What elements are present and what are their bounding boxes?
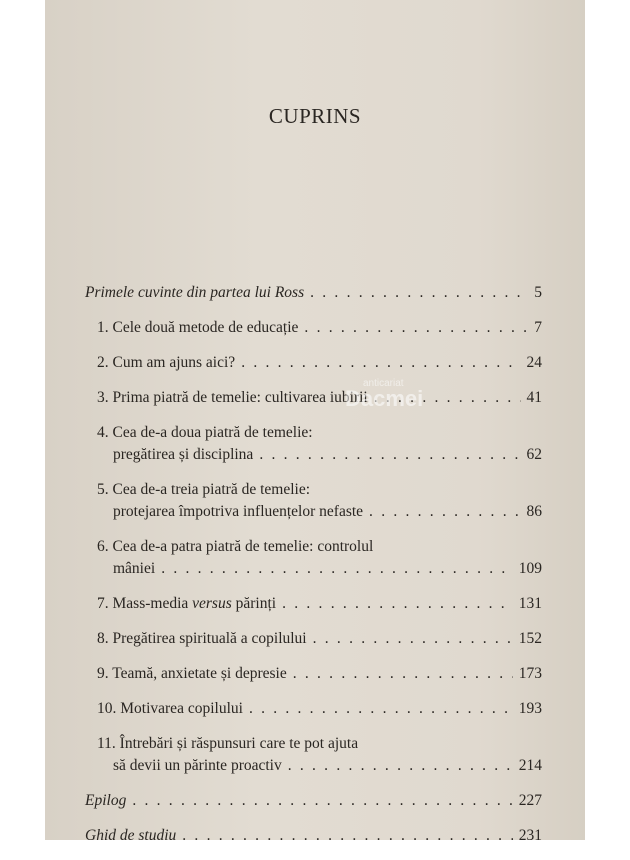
toc-page-number: 62 bbox=[526, 446, 542, 463]
dot-leader bbox=[369, 501, 520, 523]
toc-entry bbox=[85, 628, 542, 650]
toc-entry bbox=[85, 536, 542, 580]
toc-entry-title: Epilog bbox=[85, 792, 127, 809]
toc-page-number: 227 bbox=[518, 792, 542, 809]
toc-entry bbox=[85, 825, 542, 847]
toc-entry-title: să devii un părinte proactiv bbox=[113, 757, 282, 774]
toc-entry-title: protejarea împotriva influențelor nefaste bbox=[113, 503, 364, 520]
toc-page-number: 109 bbox=[518, 560, 542, 577]
toc-entry-title: 9. Teamă, anxietate și depresie bbox=[97, 665, 287, 682]
dot-leader bbox=[313, 628, 513, 650]
toc-entry bbox=[85, 387, 542, 409]
toc-page-number: 214 bbox=[518, 757, 542, 774]
toc-entry-title-line: 11. Întrebări și răspunsuri care te pot ajuta bbox=[97, 735, 359, 752]
toc-entry-title: 10. Motivarea copilului bbox=[97, 700, 243, 717]
toc-page-number: 231 bbox=[518, 827, 542, 844]
dot-leader bbox=[310, 282, 528, 304]
dot-leader bbox=[293, 663, 513, 685]
toc-page-number: 5 bbox=[534, 284, 542, 301]
toc-entry bbox=[85, 698, 542, 720]
watermark-small-text: anticariat bbox=[363, 378, 404, 389]
toc-entry-title: 1. Cele două metode de educație bbox=[97, 319, 299, 336]
toc-entry bbox=[85, 733, 542, 777]
toc-page-number: 152 bbox=[518, 630, 542, 647]
toc-entry-title: 3. Prima piatră de temelie: cultivarea iubirii bbox=[97, 389, 368, 406]
toc-page-number: 173 bbox=[518, 665, 542, 682]
toc-entry-title-part: 7. Mass-media bbox=[97, 595, 189, 612]
toc-page-number: 41 bbox=[526, 389, 542, 406]
toc-entry bbox=[85, 317, 542, 339]
table-of-contents bbox=[85, 282, 542, 860]
toc-entry bbox=[85, 790, 542, 812]
toc-entry-title-part: părinți bbox=[235, 595, 277, 612]
dot-leader bbox=[161, 558, 513, 580]
toc-entry-title-line: 4. Cea de-a doua piatră de temelie: bbox=[97, 424, 313, 441]
dot-leader bbox=[304, 317, 528, 339]
toc-entry-title bbox=[97, 593, 276, 615]
toc-page-number: 24 bbox=[526, 354, 542, 371]
toc-entry bbox=[85, 593, 542, 615]
watermark-big-text: Dacmei bbox=[345, 386, 424, 411]
toc-entry bbox=[85, 663, 542, 685]
dot-leader bbox=[241, 352, 520, 374]
watermark-logo bbox=[345, 378, 465, 414]
toc-page-number: 193 bbox=[518, 700, 542, 717]
dot-leader bbox=[282, 593, 513, 615]
toc-entry bbox=[85, 479, 542, 523]
dot-leader bbox=[132, 790, 512, 812]
book-page bbox=[45, 0, 585, 844]
toc-entry-title: 2. Cum am ajuns aici? bbox=[97, 354, 236, 371]
toc-page-number: 86 bbox=[526, 503, 542, 520]
toc-page-number: 131 bbox=[518, 595, 542, 612]
toc-entry-title-italic: versus bbox=[192, 595, 232, 612]
dot-leader bbox=[182, 825, 512, 847]
toc-entry bbox=[85, 282, 542, 304]
toc-entry bbox=[85, 422, 542, 466]
toc-entry-title: 8. Pregătirea spirituală a copilului bbox=[97, 630, 307, 647]
dot-leader bbox=[288, 755, 513, 777]
toc-entry bbox=[85, 352, 542, 374]
toc-entry-title: mâniei bbox=[113, 560, 156, 577]
toc-entry-title: Primele cuvinte din partea lui Ross bbox=[85, 284, 305, 301]
toc-page-number: 7 bbox=[534, 319, 542, 336]
dot-leader bbox=[259, 444, 520, 466]
dot-leader bbox=[249, 698, 513, 720]
toc-entry-title: pregătirea și disciplina bbox=[113, 446, 254, 463]
toc-entry-title: Ghid de studiu bbox=[85, 827, 177, 844]
toc-entry-title-line: 5. Cea de-a treia piatră de temelie: bbox=[97, 481, 311, 498]
toc-entry-title-line: 6. Cea de-a patra piatră de temelie: controlul bbox=[97, 538, 374, 555]
page-title: CUPRINS bbox=[268, 104, 362, 128]
